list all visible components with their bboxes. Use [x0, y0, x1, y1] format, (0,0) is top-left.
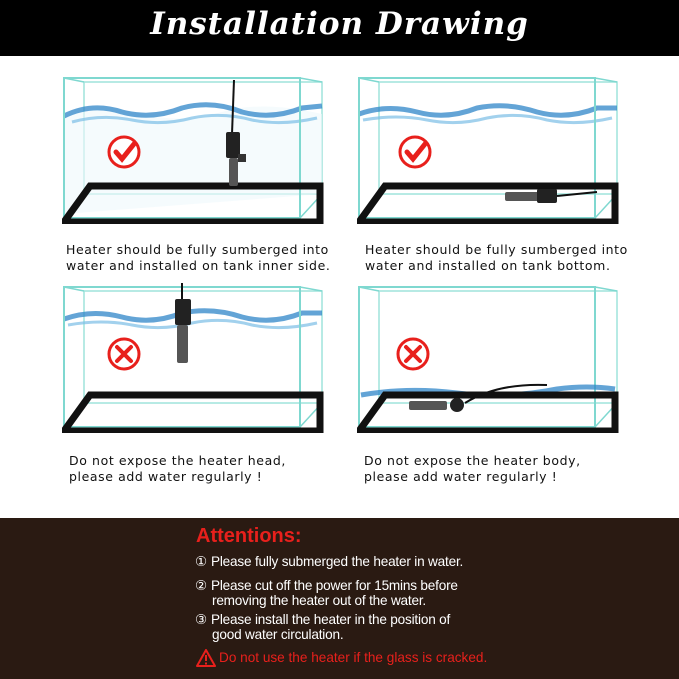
caption-panel-2: Heater should be fully sumberged into water and installed on tank bottom.	[365, 242, 628, 273]
warning-text: Do not use the heater if the glass is cracked.	[219, 650, 488, 665]
item-text: Please fully submerged the heater in water.	[211, 554, 464, 569]
attention-item-3	[195, 612, 450, 642]
incorrect-icon	[106, 336, 142, 377]
caption-panel-3: Do not expose the heater head, please add water regularly !	[69, 453, 286, 484]
correct-icon	[106, 134, 142, 175]
warning-line	[196, 649, 487, 667]
item-text: Please install the heater in the position of	[211, 612, 451, 627]
warning-triangle-icon	[196, 649, 216, 667]
item-text-continued: removing the heater out of the water.	[212, 593, 427, 608]
tank-illustration-head-exposed	[62, 283, 324, 433]
caption-panel-1: Heater should be fully sumberged into water and installed on tank inner side.	[66, 242, 331, 273]
item-text: Please cut off the power for 15mins before	[211, 578, 458, 593]
caption-panel-4: Do not expose the heater body, please add water regularly !	[364, 453, 581, 484]
item-number: ③	[195, 612, 207, 627]
attention-item-1	[195, 554, 463, 569]
item-number: ②	[195, 578, 207, 593]
tank-illustration-inner-side	[62, 74, 324, 224]
page-title: Installation Drawing	[150, 6, 529, 42]
item-text-continued: good water circulation.	[212, 627, 344, 642]
attention-item-2	[195, 578, 458, 608]
incorrect-icon	[395, 336, 431, 377]
item-number: ①	[195, 554, 207, 569]
correct-icon	[397, 134, 433, 175]
header-bar	[0, 0, 679, 56]
attentions-title: Attentions:	[196, 525, 302, 547]
